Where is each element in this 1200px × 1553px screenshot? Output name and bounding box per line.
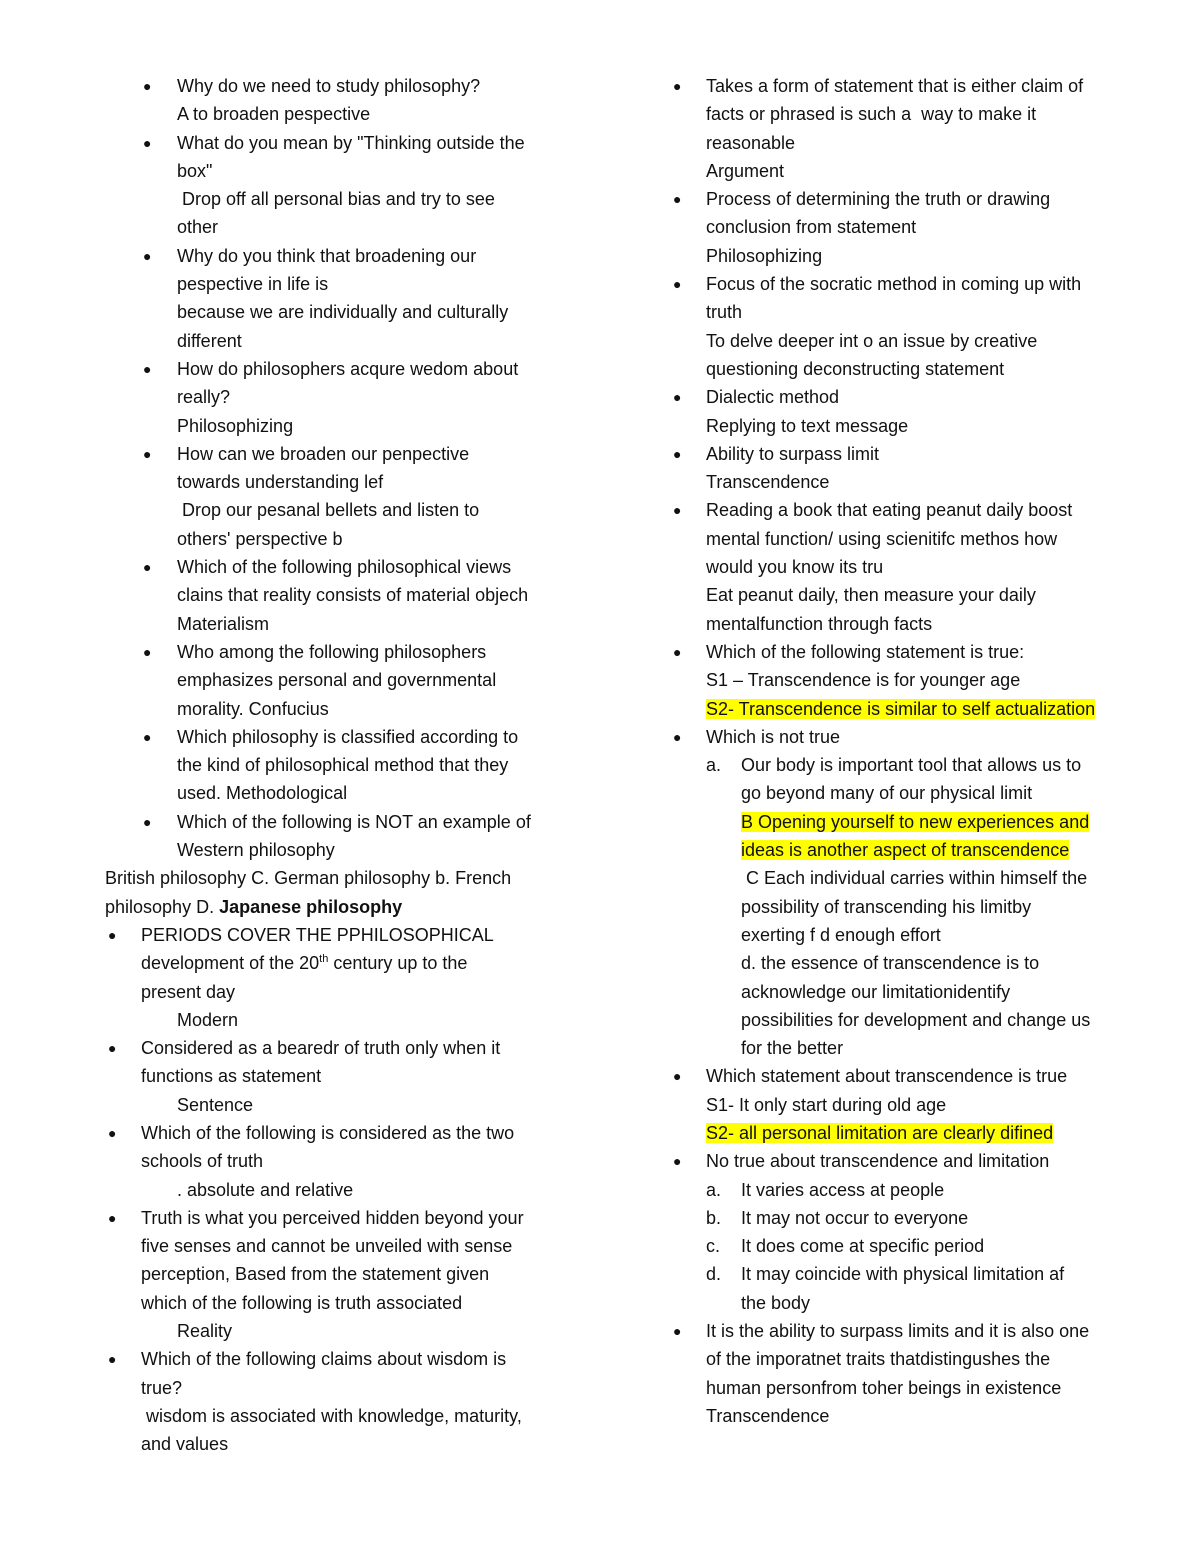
- option-text: acknowledge our limitationidentify: [741, 981, 1011, 1002]
- answer-text: Reality: [177, 1321, 233, 1342]
- question-text: Reading a book that eating peanut daily boost: [706, 500, 1073, 521]
- question-item: [105, 1034, 575, 1119]
- bullet-icon: ●: [143, 813, 152, 830]
- question-text: truth: [706, 302, 743, 323]
- question-text: present day: [141, 981, 236, 1002]
- bullet-icon: ●: [673, 728, 682, 745]
- question-text: really?: [177, 387, 231, 408]
- bullet-icon: ●: [673, 502, 682, 519]
- question-text: schools of truth: [141, 1151, 264, 1172]
- answer-text: Philosophizing: [706, 245, 823, 266]
- question-text: Dialectic method: [706, 387, 840, 408]
- question-item: [105, 1345, 575, 1458]
- question-item: [670, 496, 1140, 637]
- question-item: [670, 1147, 1140, 1317]
- answer-text: other: [177, 217, 219, 238]
- question-text: emphasizes personal and governmental: [177, 670, 497, 691]
- question-text: PERIODS COVER THE PPHILOSOPHICAL: [141, 924, 494, 945]
- question-text: How can we broaden our penpective: [177, 443, 470, 464]
- question-item: [105, 553, 575, 638]
- option-text: d. the essence of transcendence is to: [741, 953, 1040, 974]
- question-text: clains that reality consists of material objech: [177, 585, 529, 606]
- choices-text: British philosophy C. German philosophy b. French: [105, 868, 512, 889]
- question-text: reasonable: [706, 132, 796, 153]
- question-text: Which of the following philosophical views: [177, 557, 512, 578]
- question-text: What do you mean by "Thinking outside the: [177, 132, 525, 153]
- right-column: [670, 72, 1140, 1430]
- bullet-icon: ●: [143, 559, 152, 576]
- option-text: possibilities for development and change us: [741, 1009, 1091, 1030]
- question-text: No true about transcendence and limitation: [706, 1151, 1050, 1172]
- bullet-icon: ●: [673, 1068, 682, 1085]
- answer-text: Philosophizing: [177, 415, 294, 436]
- question-item: [670, 270, 1140, 383]
- answer-text: wisdom is associated with knowledge, maturity,: [141, 1405, 522, 1426]
- question-item: [105, 355, 575, 440]
- question-text: of the imporatnet traits thatdistingushes the: [706, 1349, 1051, 1370]
- question-item: [105, 129, 575, 242]
- question-text: Which statement about transcendence is true: [706, 1066, 1068, 1087]
- bullet-icon: ●: [673, 1153, 682, 1170]
- question-item: [105, 440, 575, 553]
- question-text: which of the following is truth associated: [141, 1292, 463, 1313]
- question-text: Which of the following statement is true:: [706, 641, 1025, 662]
- bullet-icon: ●: [143, 134, 152, 151]
- option-text: C Each individual carries within himself the: [741, 868, 1088, 889]
- answer-text: Drop off all personal bias and try to see: [177, 189, 495, 210]
- question-text: perception, Based from the statement given: [141, 1264, 490, 1285]
- question-text: development of the 20: [141, 953, 320, 974]
- option-text: the body: [741, 1292, 811, 1313]
- question-text: It is the ability to surpass limits and it is also one: [706, 1321, 1090, 1342]
- question-text: Western philosophy: [177, 840, 335, 861]
- question-text: Truth is what you perceived hidden beyond your: [141, 1207, 524, 1228]
- question-text: pespective in life is: [177, 274, 329, 295]
- bullet-icon: ●: [673, 445, 682, 462]
- option-text: go beyond many of our physical limit: [741, 783, 1033, 804]
- question-text: Focus of the socratic method in coming up with: [706, 274, 1082, 295]
- bullet-icon: ●: [673, 191, 682, 208]
- option-text: possibility of transcending his limitby: [741, 896, 1032, 917]
- option-text: exerting f d enough effort: [741, 924, 941, 945]
- answer-text: To delve deeper int o an issue by creative: [706, 330, 1038, 351]
- answer-text: Transcendence: [706, 1405, 830, 1426]
- question-text: Who among the following philosophers: [177, 641, 487, 662]
- answer-text: Sentence: [177, 1094, 254, 1115]
- answer-text: Modern: [177, 1009, 239, 1030]
- bullet-icon: ●: [108, 1351, 117, 1368]
- question-item: [670, 638, 1140, 723]
- option-label: a.: [706, 755, 722, 776]
- bullet-icon: ●: [143, 445, 152, 462]
- option-label: c.: [706, 1236, 721, 1257]
- question-text: Why do we need to study philosophy?: [177, 76, 481, 96]
- question-text: Which of the following is NOT an example of: [177, 811, 531, 832]
- question-item: [670, 185, 1140, 270]
- option-label: b.: [706, 1207, 722, 1228]
- answer-text: different: [177, 330, 242, 351]
- question-text: Which of the following claims about wisdom is: [141, 1349, 507, 1370]
- question-text: true?: [141, 1377, 183, 1398]
- question-text: century up to the: [328, 953, 468, 974]
- answer-text: questioning deconstructing statement: [706, 358, 1005, 379]
- answer-text: and values: [141, 1434, 229, 1455]
- bullet-icon: ●: [673, 1323, 682, 1340]
- option-text: for the better: [741, 1038, 844, 1059]
- statement-text: S1 – Transcendence is for younger age: [706, 670, 1021, 691]
- highlighted-answer: S2- Transcendence is similar to self actualization: [706, 698, 1096, 719]
- bullet-icon: ●: [108, 1209, 117, 1226]
- choices-text: philosophy D.: [105, 896, 220, 917]
- question-item: [105, 72, 575, 129]
- answer-text: Argument: [706, 160, 785, 181]
- question-item: [105, 921, 575, 1034]
- question-text: How do philosophers acqure wedom about: [177, 358, 519, 379]
- bullet-icon: ●: [143, 643, 152, 660]
- bullet-icon: ●: [143, 728, 152, 745]
- bullet-icon: ●: [673, 276, 682, 293]
- question-text: morality. Confucius: [177, 698, 329, 719]
- highlighted-answer: S2- all personal limitation are clearly difined: [706, 1122, 1054, 1143]
- question-text: would you know its tru: [706, 557, 884, 578]
- option-text: It may coincide with physical limitation af: [741, 1264, 1065, 1285]
- question-item: [670, 383, 1140, 440]
- answer-text: Eat peanut daily, then measure your daily: [706, 585, 1036, 606]
- bullet-icon: ●: [108, 1124, 117, 1141]
- bullet-icon: ●: [673, 78, 682, 94]
- question-text: mental function/ using scienitifc methos how: [706, 528, 1058, 549]
- question-text: the kind of philosophical method that they: [177, 755, 509, 776]
- bullet-icon: ●: [673, 389, 682, 406]
- answer-text: Materialism: [177, 613, 270, 634]
- answer-text: mentalfunction through facts: [706, 613, 933, 634]
- question-text: human personfrom toher beings in existence: [706, 1377, 1062, 1398]
- question-text: box": [177, 160, 213, 181]
- question-text: Process of determining the truth or drawing: [706, 189, 1051, 210]
- answer-text: others' perspective b: [177, 528, 343, 549]
- question-text: functions as statement: [141, 1066, 322, 1087]
- answer-text: A to broaden pespective: [177, 104, 371, 125]
- answer-text: Drop our pesanal bellets and listen to: [177, 500, 480, 521]
- left-column: [105, 72, 575, 1459]
- question-text: used. Methodological: [177, 783, 348, 804]
- answer-text: . absolute and relative: [177, 1179, 354, 1200]
- question-text: Which philosophy is classified according to: [177, 726, 519, 747]
- question-item: [670, 1317, 1140, 1430]
- question-text: Which of the following is considered as the two: [141, 1122, 515, 1143]
- question-item: [105, 242, 575, 355]
- question-item: [105, 1204, 575, 1345]
- bullet-icon: ●: [143, 360, 152, 377]
- answer-text: Japanese philosophy: [219, 896, 403, 917]
- highlighted-answer: ideas is another aspect of transcendence: [741, 840, 1070, 861]
- question-text: Ability to surpass limit: [706, 443, 880, 464]
- highlighted-answer: B Opening yourself to new experiences and: [741, 811, 1090, 832]
- option-text: It does come at specific period: [741, 1236, 985, 1257]
- question-text: Considered as a bearedr of truth only when it: [141, 1038, 501, 1059]
- option-label: d.: [706, 1264, 722, 1285]
- question-text: five senses and cannot be unveiled with sense: [141, 1236, 513, 1257]
- bullet-icon: ●: [143, 78, 152, 94]
- bullet-icon: ●: [108, 1040, 117, 1057]
- question-item: [105, 1119, 575, 1204]
- answer-text: Transcendence: [706, 472, 830, 493]
- question-item: [670, 1062, 1140, 1147]
- question-item: [105, 723, 575, 808]
- question-item: [670, 72, 1140, 185]
- option-text: It may not occur to everyone: [741, 1207, 969, 1228]
- question-text: Takes a form of statement that is either claim of: [706, 76, 1084, 96]
- bullet-icon: ●: [143, 247, 152, 264]
- question-text: Which is not true: [706, 726, 841, 747]
- question-text: facts or phrased is such a way to make it: [706, 104, 1037, 125]
- question-text: conclusion from statement: [706, 217, 917, 238]
- option-text: Our body is important tool that allows us to: [741, 755, 1082, 776]
- question-item: [105, 808, 575, 921]
- statement-text: S1- It only start during old age: [706, 1094, 947, 1115]
- answer-text: Replying to text message: [706, 415, 909, 436]
- bullet-icon: ●: [108, 926, 117, 943]
- answer-text: because we are individually and culturally: [177, 302, 509, 323]
- question-item: [670, 440, 1140, 497]
- question-item: [670, 723, 1140, 1063]
- bullet-icon: ●: [673, 643, 682, 660]
- question-text: Why do you think that broadening our: [177, 245, 477, 266]
- option-label: a.: [706, 1179, 722, 1200]
- superscript: th: [319, 953, 329, 966]
- question-item: [105, 638, 575, 723]
- option-text: It varies access at people: [741, 1179, 945, 1200]
- question-text: towards understanding lef: [177, 472, 384, 493]
